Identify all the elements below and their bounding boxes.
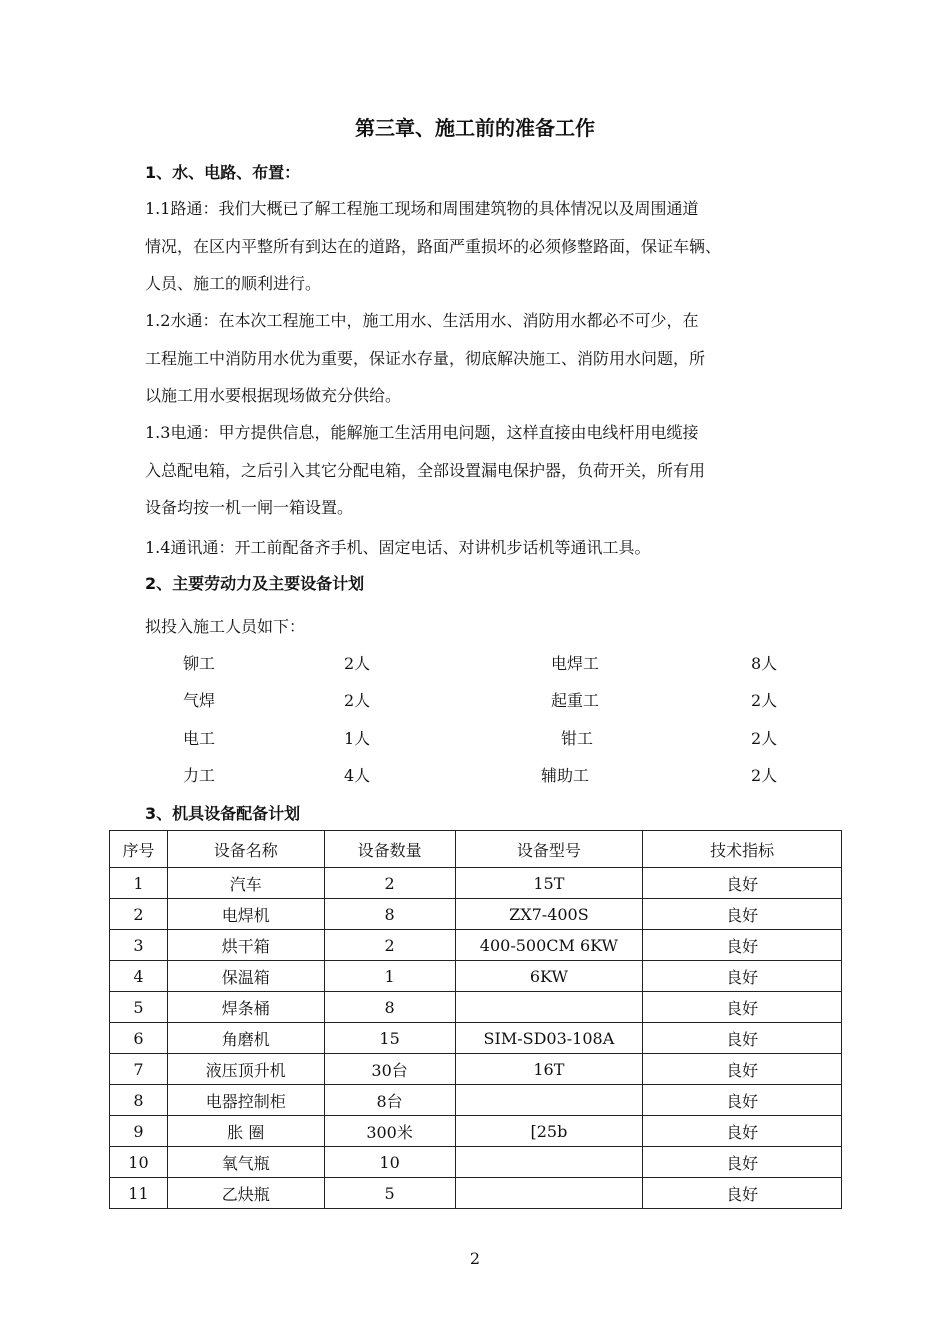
cell-model — [455, 1147, 643, 1178]
crew-role: 钳工 — [561, 729, 594, 748]
cell-spec: 良好 — [643, 1085, 842, 1116]
cell-name: 乙炔瓶 — [167, 1178, 324, 1209]
text-line: 1.2水通：在本次工程施工中，施工用水、生活用水、消防用水都必不可少，在 — [145, 311, 699, 330]
cell-spec: 良好 — [643, 868, 842, 899]
text-line: 工程施工中消防用水优为重要，保证水存量，彻底解决施工、消防用水问题，所 — [145, 348, 706, 368]
crew-count: 2人 — [344, 654, 371, 673]
cell-spec: 良好 — [643, 992, 842, 1023]
equipment-table — [109, 830, 842, 1209]
cell-name: 液压顶升机 — [167, 1054, 324, 1085]
cell-quantity: 5 — [324, 1178, 455, 1209]
crew-role: 电工 — [183, 729, 216, 748]
table-row — [110, 1178, 842, 1209]
crew-count: 2人 — [751, 691, 778, 710]
col-header-model: 设备型号 — [455, 831, 643, 868]
table-row — [110, 1116, 842, 1147]
item-1-3 — [145, 414, 810, 527]
section3-heading: 3、机具设备配备计划 — [145, 804, 301, 823]
cell-model — [455, 1178, 643, 1209]
crew-count: 8人 — [751, 654, 778, 673]
cell-quantity: 2 — [324, 930, 455, 961]
col-header-name: 设备名称 — [167, 831, 324, 868]
crew-count: 2人 — [344, 691, 371, 710]
cell-name: 电器控制柜 — [167, 1085, 324, 1116]
cell-spec: 良好 — [643, 1178, 842, 1209]
crew-count: 2人 — [751, 766, 778, 785]
table-row — [110, 930, 842, 961]
cell-model: 6KW — [455, 961, 643, 992]
cell-model — [455, 1085, 643, 1116]
crew-role: 起重工 — [551, 691, 600, 710]
cell-model: 16T — [455, 1054, 643, 1085]
cell-quantity: 300米 — [324, 1116, 455, 1147]
col-header-spec: 技术指标 — [643, 831, 842, 868]
cell-quantity: 10 — [324, 1147, 455, 1178]
table-row — [110, 1147, 842, 1178]
cell-index: 5 — [110, 992, 168, 1023]
cell-index: 10 — [110, 1147, 168, 1178]
crew-role: 力工 — [183, 766, 216, 785]
item-1-1 — [145, 190, 810, 303]
table-row — [110, 1085, 842, 1116]
cell-model: SIM-SD03-108A — [455, 1023, 643, 1054]
cell-name: 保温箱 — [167, 961, 324, 992]
table-row — [110, 1054, 842, 1085]
cell-quantity: 15 — [324, 1023, 455, 1054]
cell-model — [455, 992, 643, 1023]
cell-model: 400-500CM 6KW — [455, 930, 643, 961]
cell-name: 电焊机 — [167, 899, 324, 930]
crew-count: 1人 — [344, 729, 371, 748]
cell-name: 胀 圈 — [167, 1116, 324, 1147]
cell-quantity: 30台 — [324, 1054, 455, 1085]
text-line: 1.1路通：我们大概已了解工程施工现场和周围建筑物的具体情况以及周围通道 — [145, 199, 699, 218]
text-line: 1.3电通：甲方提供信息，能解施工生活用电问题，这样直接由电线杆用电缆接 — [145, 423, 699, 442]
cell-index: 8 — [110, 1085, 168, 1116]
cell-quantity: 1 — [324, 961, 455, 992]
item-1-2 — [145, 302, 810, 415]
text-line: 入总配电箱，之后引入其它分配电箱，全部设置漏电保护器，负荷开关，所有用 — [145, 460, 706, 480]
cell-name: 焊条桶 — [167, 992, 324, 1023]
crew-role: 辅助工 — [541, 766, 590, 785]
crew-role: 电焊工 — [551, 654, 600, 673]
cell-spec: 良好 — [643, 899, 842, 930]
crew-count: 2人 — [751, 729, 778, 748]
cell-quantity: 2 — [324, 868, 455, 899]
cell-name: 氧气瓶 — [167, 1147, 324, 1178]
col-header-index: 序号 — [110, 831, 168, 868]
cell-index: 3 — [110, 930, 168, 961]
table-row — [110, 992, 842, 1023]
cell-model: ZX7-400S — [455, 899, 643, 930]
cell-quantity: 8 — [324, 992, 455, 1023]
cell-index: 6 — [110, 1023, 168, 1054]
cell-model: [25b — [455, 1116, 643, 1147]
text-line: 设备均按一机一闸一箱设置。 — [145, 498, 354, 517]
text-line: 情况，在区内平整所有到达在的道路，路面严重损坏的必须修整路面，保证车辆、 — [145, 236, 722, 256]
text-line: 以施工用水要根据现场做充分供给。 — [145, 386, 402, 405]
table-row — [110, 961, 842, 992]
crew-role: 气焊 — [183, 691, 216, 710]
cell-name: 角磨机 — [167, 1023, 324, 1054]
cell-name: 汽车 — [167, 868, 324, 899]
crew-count: 4人 — [344, 766, 371, 785]
cell-index: 1 — [110, 868, 168, 899]
cell-spec: 良好 — [643, 1116, 842, 1147]
page-number: 2 — [469, 1249, 481, 1268]
cell-spec: 良好 — [643, 930, 842, 961]
section2-heading: 2、主要劳动力及主要设备计划 — [145, 574, 365, 593]
cell-spec: 良好 — [643, 961, 842, 992]
table-row — [110, 868, 842, 899]
crew-role: 铆工 — [183, 654, 216, 673]
chapter-title: 第三章、施工前的准备工作 — [355, 116, 595, 140]
section1-heading: 1、水、电路、布置： — [145, 163, 301, 182]
cell-model: 15T — [455, 868, 643, 899]
cell-index: 4 — [110, 961, 168, 992]
cell-spec: 良好 — [643, 1023, 842, 1054]
cell-quantity: 8 — [324, 899, 455, 930]
cell-spec: 良好 — [643, 1054, 842, 1085]
cell-quantity: 8台 — [324, 1085, 455, 1116]
cell-index: 11 — [110, 1178, 168, 1209]
crew-intro: 拟投入施工人员如下： — [145, 617, 306, 636]
cell-name: 烘干箱 — [167, 930, 324, 961]
cell-index: 9 — [110, 1116, 168, 1147]
cell-spec: 良好 — [643, 1147, 842, 1178]
item-1-4: 1.4通讯通：开工前配备齐手机、固定电话、对讲机步话机等通讯工具。 — [145, 538, 651, 557]
table-row — [110, 1023, 842, 1054]
cell-index: 2 — [110, 899, 168, 930]
cell-index: 7 — [110, 1054, 168, 1085]
col-header-quantity: 设备数量 — [324, 831, 455, 868]
table-row — [110, 899, 842, 930]
text-line: 人员、施工的顺利进行。 — [145, 274, 322, 293]
table-header-row — [110, 831, 842, 868]
